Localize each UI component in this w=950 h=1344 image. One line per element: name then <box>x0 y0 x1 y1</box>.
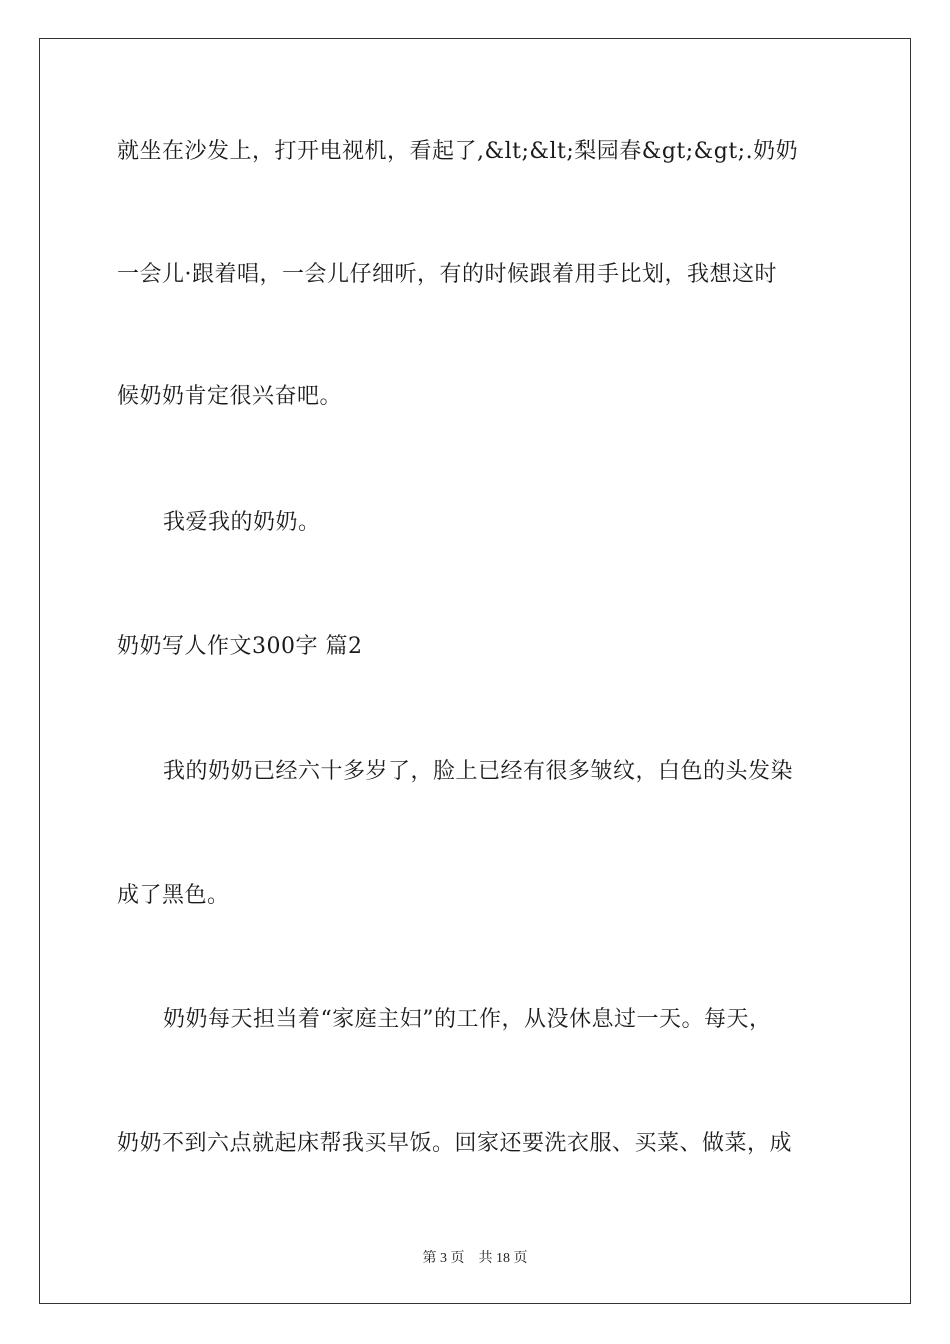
page-border <box>39 38 911 1304</box>
body-text-line: 我爱我的奶奶。 <box>163 510 321 535</box>
body-text-line: 候奶奶肯定很兴奋吧。 <box>117 384 343 409</box>
page-total: 共 18 页 <box>478 1251 528 1266</box>
body-text-line: 奶奶不到六点就起床帮我买早饭。回家还要洗衣服、买菜、做菜，成 <box>117 1131 793 1156</box>
body-text-line: 我的奶奶已经六十多岁了，脸上已经有很多皱纹，白色的头发染 <box>163 759 794 784</box>
page-number: 第 3 页 <box>422 1251 465 1266</box>
body-text-line: 一会儿·跟着唱，一会儿仔细听，有的时候跟着用手比划，我想这时 <box>117 262 777 287</box>
page-footer <box>0 1247 950 1267</box>
section-heading: 奶奶写人作文300字 篇2 <box>117 634 363 659</box>
body-text-line: 成了黑色。 <box>117 883 230 908</box>
body-text-line: 奶奶每天担当着“家庭主妇”的工作，从没休息过一天。每天， <box>163 1007 772 1032</box>
body-text-line: 就坐在沙发上，打开电视机，看起了,&lt;&lt;梨园春&gt;&gt;.奶奶 <box>117 139 799 164</box>
